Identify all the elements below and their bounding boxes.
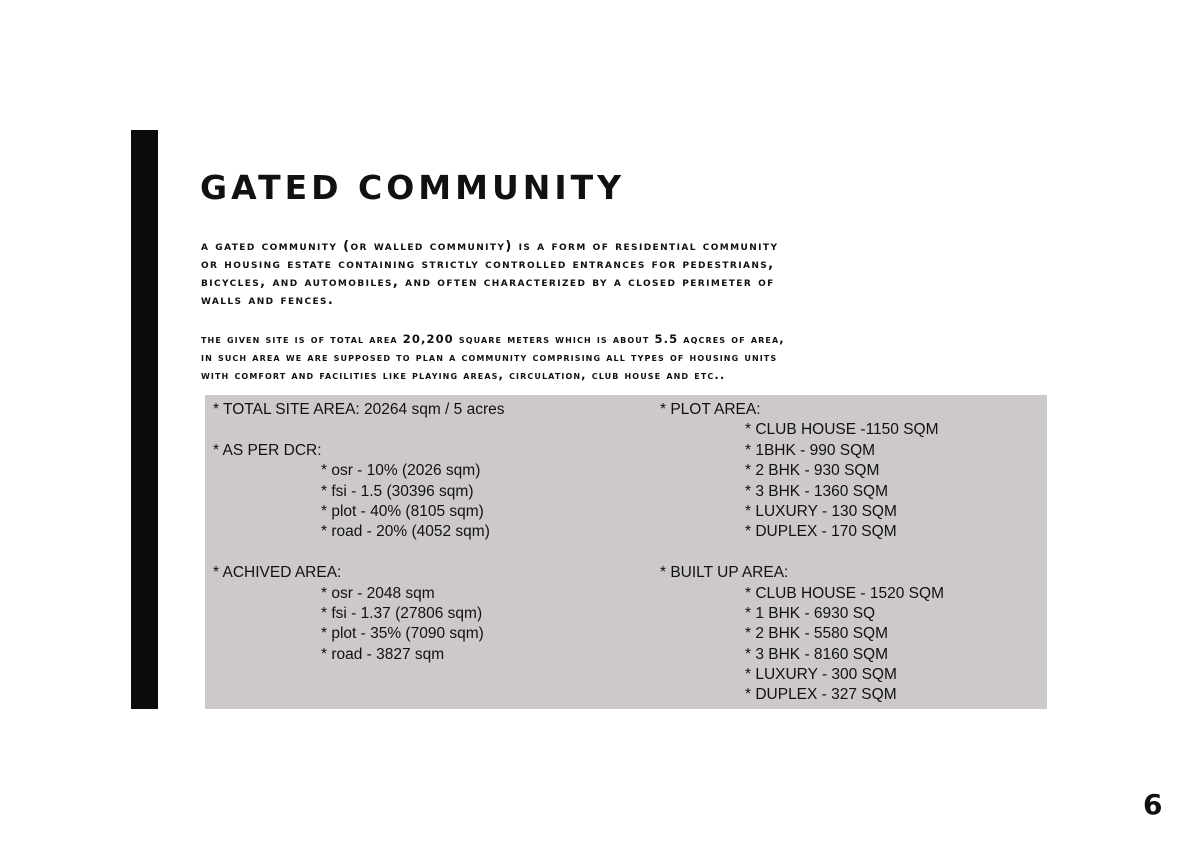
plot-area-item: * 3 BHK - 1360 SQM (745, 482, 889, 500)
plot-area-item: * CLUB HOUSE -1150 SQM (745, 421, 939, 439)
plot-area-item: * DUPLEX - 170 SQM (745, 523, 897, 541)
plot-area-item: * 1BHK - 990 SQM (745, 441, 876, 459)
page-number: 6 (1143, 788, 1163, 821)
dcr-item: * road - 20% (4052 sqm) (321, 523, 490, 541)
area-info-box (205, 395, 1047, 709)
site-line: the given site is of total area 20,200 square meters which is about 5.5 aqcres of area, (201, 332, 785, 346)
spacer (660, 543, 1040, 563)
page-title: GATED COMMUNITY (200, 168, 626, 207)
dcr-heading: * AS PER DCR: (213, 441, 322, 459)
site-line: in such area we are supposed to plan a community comprising all types of housing units (201, 350, 778, 364)
total-site-area-text: * TOTAL SITE AREA: 20264 sqm / 5 acres (213, 401, 505, 418)
built-up-area-item: * 2 BHK - 5580 SQM (745, 625, 889, 643)
built-up-area-item: * 3 BHK - 8160 SQM (745, 645, 889, 663)
dcr-item: * plot - 40% (8105 sqm) (321, 502, 484, 520)
achieved-item: * road - 3827 sqm (321, 645, 445, 663)
intro-line: a gated community (or walled community) is a form of residential community (201, 239, 779, 254)
achieved-item: * osr - 2048 sqm (321, 584, 435, 602)
intro-line: walls and fences. (201, 293, 335, 308)
plot-area-item: * LUXURY - 130 SQM (745, 502, 897, 520)
site-line: with comfort and facilities like playing areas, circulation, club house and etc.. (201, 368, 726, 382)
built-up-area-heading: * BUILT UP AREA: (660, 564, 789, 582)
dcr-item: * fsi - 1.5 (30396 sqm) (321, 482, 474, 500)
built-up-area-item: * CLUB HOUSE - 1520 SQM (745, 584, 944, 602)
intro-line: or housing estate containing strictly controlled entrances for pedestrians, (201, 257, 775, 272)
intro-line: bicycles, and automobiles, and often characterized by a closed perimeter of (201, 275, 775, 290)
spacer (213, 543, 643, 563)
built-up-area-item: * DUPLEX - 327 SQM (745, 686, 897, 704)
achieved-heading: * ACHIVED AREA: (213, 564, 342, 582)
total-site-area (213, 400, 643, 420)
accent-bar (131, 130, 158, 709)
intro-paragraph (201, 238, 778, 310)
achieved-item: * fsi - 1.37 (27806 sqm) (321, 604, 483, 622)
spacer (213, 420, 643, 440)
plot-area-item: * 2 BHK - 930 SQM (745, 462, 880, 480)
achieved-item: * plot - 35% (7090 sqm) (321, 625, 484, 643)
built-up-area-item: * LUXURY - 300 SQM (745, 666, 897, 684)
site-paragraph (201, 330, 785, 384)
built-up-area-item: * 1 BHK - 6930 SQ (745, 604, 876, 622)
area-summary-column (213, 400, 643, 665)
plot-area-heading: * PLOT AREA: (660, 401, 761, 418)
dcr-item: * osr - 10% (2026 sqm) (321, 462, 481, 480)
unit-area-column (660, 400, 1040, 706)
